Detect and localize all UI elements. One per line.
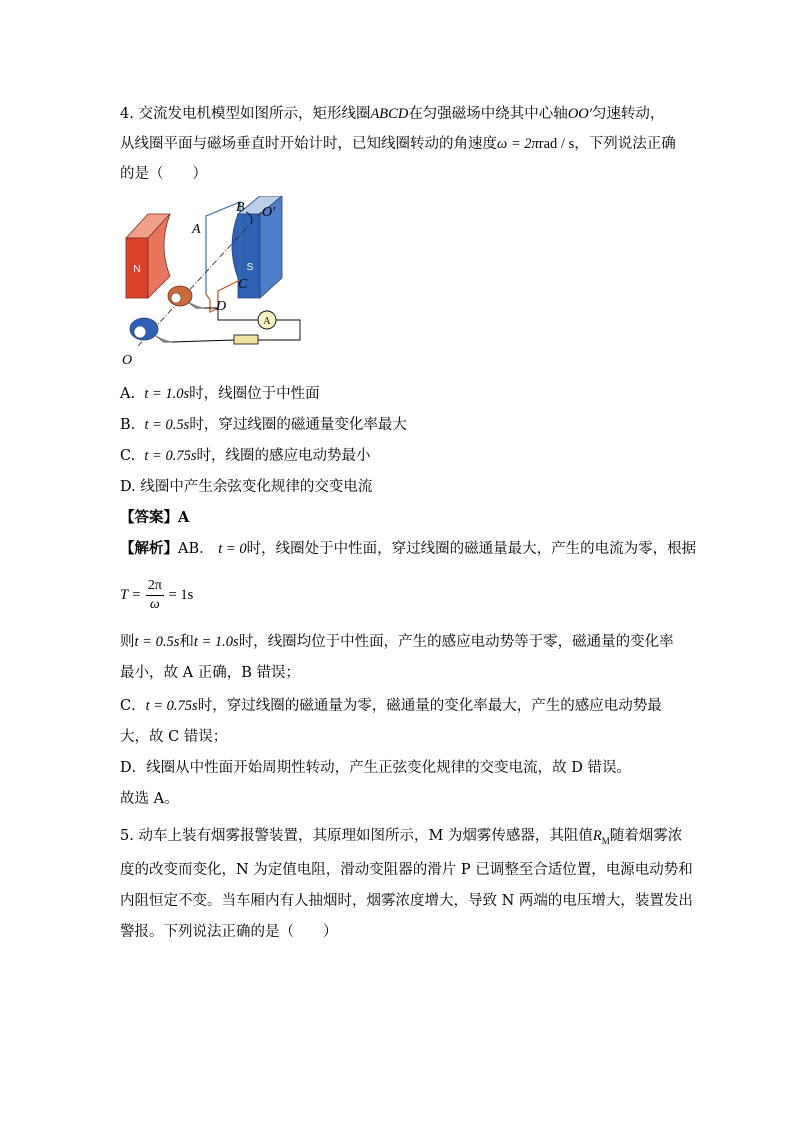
analysis-line-3: 最小，故 A 正确，B 错误；: [120, 665, 300, 681]
omega-equation: ω = 2π: [497, 136, 539, 152]
label-c: C: [238, 277, 248, 292]
analysis-line-5: 大，故 C 错误；: [120, 729, 228, 745]
option-letter: C.: [120, 448, 136, 464]
slip-ring-back: [130, 318, 172, 342]
label-n: N: [133, 264, 141, 275]
option-text: 时，线圈的感应电动势最小: [196, 448, 371, 464]
option-text: 时，穿过线圈的磁通量变化率最大: [189, 417, 407, 433]
analysis-label: 【解析】: [120, 540, 178, 557]
analysis-text: 时，穿过线圈的磁通量为零，磁通量的变化率最大，产生的感应电动势最: [197, 698, 662, 714]
slip-ring-front: [168, 286, 204, 308]
q4-stem-text: 4. 交流发电机模型如图所示，矩形线圈: [120, 106, 371, 122]
analysis-line-4: [120, 696, 662, 716]
q5-stem-line-3: 内阻恒定不变。当车厢内有人抽烟时，烟雾浓度增大，导致 N 两端的电压增大，装置发出: [120, 893, 693, 909]
eq-result: = 1s: [168, 587, 194, 603]
analysis-line-7: 故选 A。: [120, 791, 179, 807]
label-d: D: [216, 299, 227, 314]
rm-subscript: M: [601, 835, 610, 846]
analysis-math: t = 0.75s: [145, 698, 198, 714]
label-b: B: [236, 200, 245, 215]
magnet-n: [126, 214, 170, 298]
eq-lhs: T =: [120, 587, 142, 603]
label-o-prime: O′: [262, 205, 276, 220]
label-s: S: [246, 262, 254, 273]
analysis-line-1: [120, 539, 696, 559]
q5-stem-line-4: 警报。下列说法正确的是（ ）: [120, 924, 338, 940]
option-d: D. 线圈中产生余弦变化规律的交变电流: [120, 479, 373, 495]
q4-stem-line-3: 的是（ ）: [120, 166, 207, 182]
analysis-math: t = 0.5s: [134, 634, 180, 650]
axis-label: OO′: [567, 106, 592, 122]
q4-stem-text: 匀速转动，: [591, 106, 665, 122]
eq-denominator: ω: [149, 596, 160, 612]
resistor: [234, 335, 258, 344]
analysis-text: AB．: [178, 541, 214, 557]
rm-symbol: R: [592, 828, 602, 844]
answer-value: A: [178, 509, 190, 526]
omega-unit: rad / s: [538, 136, 575, 152]
generator-figure: [118, 196, 318, 366]
answer-line: [120, 508, 189, 528]
eq-fraction: [146, 577, 164, 614]
analysis-text: 则: [120, 634, 135, 650]
q5-stem-text: 随着烟雾浓: [609, 828, 683, 844]
period-equation: [120, 575, 193, 615]
analysis-line-2: [120, 632, 674, 652]
coil-label: ABCD: [370, 106, 409, 122]
option-c: [120, 446, 371, 466]
analysis-line-6: D．线圈从中性面开始周期性转动，产生正弦变化规律的交变电流，故 D 错误。: [120, 760, 631, 776]
q5-stem-line-2: 度的改变而变化，N 为定值电阻，滑动变阻器的滑片 P 已调整至合适位置，电源电动势和: [120, 862, 693, 878]
label-a: A: [192, 222, 201, 237]
analysis-math: t = 0: [218, 541, 247, 557]
option-a: [120, 384, 320, 404]
option-math: t = 0.75s: [144, 448, 197, 464]
option-text: 时，线圈位于中性面: [189, 386, 320, 402]
q5-stem-text: 5. 动车上装有烟雾报警装置，其原理如图所示，M 为烟雾传感器，其阻值: [120, 828, 593, 844]
ammeter: [258, 311, 276, 329]
answer-label: 【答案】: [120, 509, 178, 526]
q4-stem-text: 在匀强磁场中绕其中心轴: [408, 106, 568, 122]
q4-stem-line-2: [120, 134, 676, 154]
q5-stem-line-1: [120, 826, 682, 851]
analysis-text: 时，线圈处于中性面，穿过线圈的磁通量最大，产生的电流为零，根据: [246, 541, 697, 557]
q4-stem-text: ，下列说法正确: [574, 136, 676, 152]
option-letter: A.: [120, 386, 136, 402]
eq-numerator: 2π: [146, 577, 164, 596]
q4-stem-line-1: [120, 104, 664, 124]
analysis-text: 时，线圈均位于中性面，产生的感应电动势等于零，磁通量的变化率: [238, 634, 674, 650]
option-math: t = 0.5s: [144, 417, 190, 433]
option-b: [120, 415, 407, 435]
option-math: t = 1.0s: [144, 386, 190, 402]
label-o: O: [122, 353, 133, 366]
ammeter-label: A: [263, 316, 271, 327]
analysis-text: 和: [179, 634, 194, 650]
analysis-math: t = 1.0s: [193, 634, 239, 650]
analysis-text: C．: [120, 698, 146, 714]
q4-stem-text: 从线圈平面与磁场垂直时开始计时，已知线圈转动的角速度: [120, 136, 497, 152]
option-letter: B.: [120, 417, 136, 433]
